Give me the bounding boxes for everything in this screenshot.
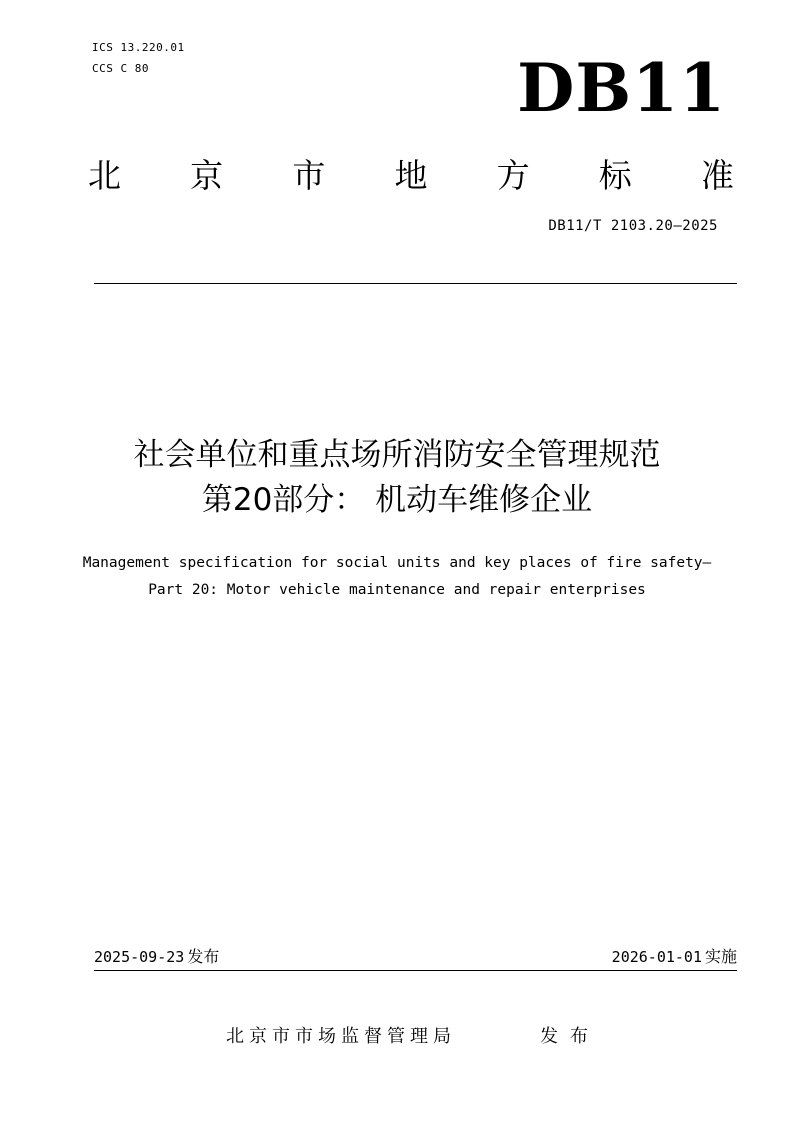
bottom-divider [94, 970, 737, 971]
publish-action: 发布 [540, 1026, 600, 1047]
effective-date: 2026-01-01 [611, 948, 702, 966]
standard-type-char: 市 [292, 155, 326, 195]
standard-type-char: 方 [496, 155, 530, 195]
standard-type-title [88, 150, 734, 196]
title-cn-line2: 第20部分： 机动车维修企业 [201, 482, 593, 518]
ics-code: ICS 13.220.01 [92, 41, 185, 54]
standard-logo: DB11 [517, 49, 726, 127]
standard-type-char: 北 [88, 155, 121, 195]
standard-type-char: 准 [700, 155, 734, 195]
issue-date-row [94, 946, 219, 968]
standard-type-char: 京 [190, 155, 224, 195]
title-en-line1: Management specification for social units and key places of fire safety— [82, 555, 712, 571]
effective-label: 实施 [704, 947, 737, 966]
ccs-code: CCS C 80 [92, 62, 149, 75]
publisher-name: 北京市市场监督管理局 [226, 1026, 456, 1047]
issue-date: 2025-09-23 [94, 948, 185, 966]
issue-label: 发布 [187, 947, 220, 966]
title-en-line2: Part 20: Motor vehicle maintenance and repair enterprises [148, 582, 646, 598]
effective-date-row [612, 946, 737, 968]
top-divider [94, 283, 737, 284]
standard-code: DB11/T 2103.20—2025 [548, 218, 718, 234]
title-cn-line1: 社会单位和重点场所消防安全管理规范 [133, 437, 661, 473]
standard-type-char: 地 [394, 155, 428, 195]
standard-type-char: 标 [598, 155, 632, 195]
